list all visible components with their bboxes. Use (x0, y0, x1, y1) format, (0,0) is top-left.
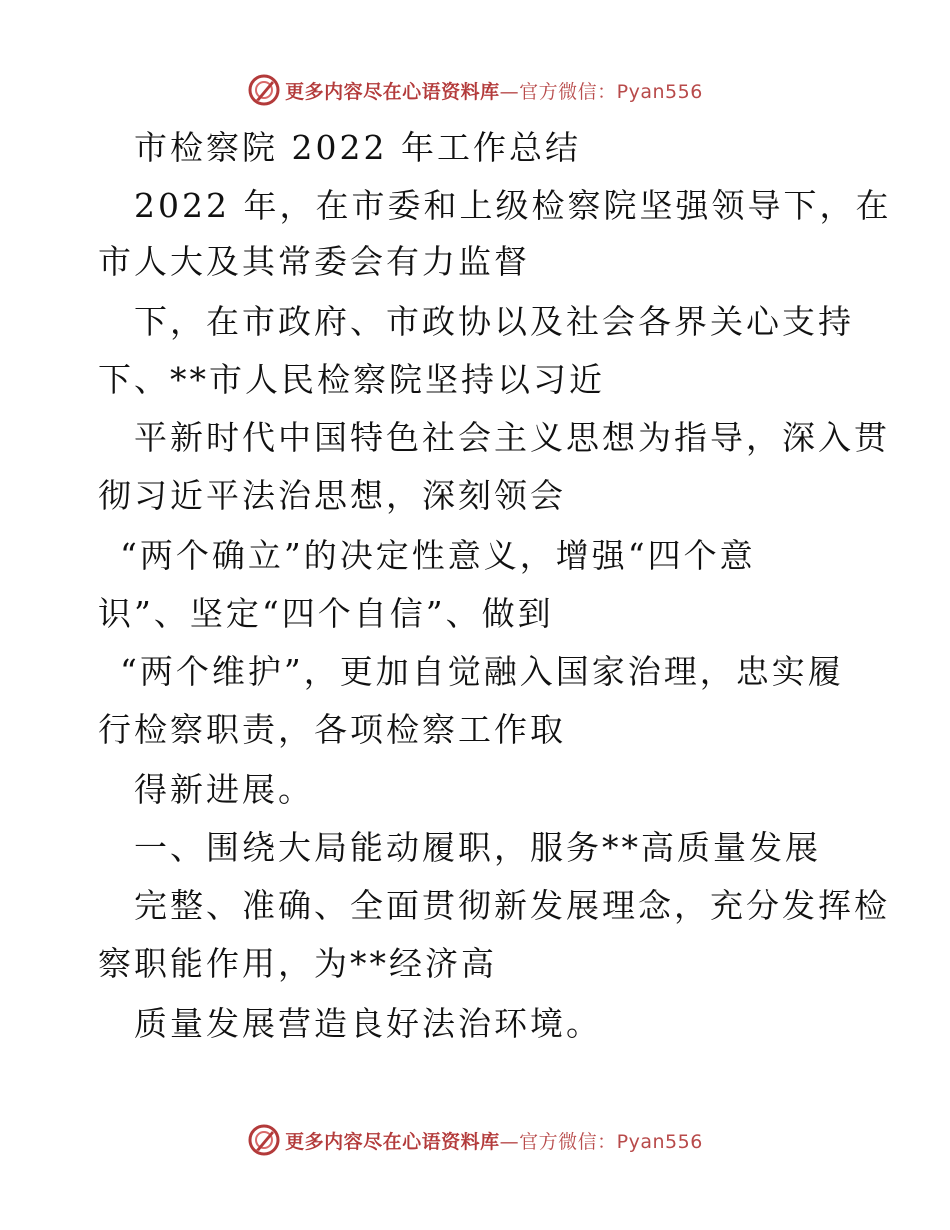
footer-suffix-text: 官方微信：Pyan556 (519, 1130, 703, 1153)
paragraph-line: “两个维护”，更加自觉融入国家治理，忠实履 (120, 652, 844, 691)
paragraph-line: 完整、准确、全面贯彻新发展理念，充分发挥检 (134, 886, 890, 925)
paragraph-line: 2022 年，在市委和上级检察院坚强领导下，在 (134, 186, 892, 225)
footer-brand-text: 更多内容尽在心语资料库 (285, 1130, 500, 1153)
header-banner (0, 70, 950, 110)
paragraph-line: 识”、坚定“四个自信”、做到 (98, 594, 554, 633)
paragraph-line: “两个确立”的决定性意义，增强“四个意 (120, 536, 756, 575)
paragraph-line: 察职能作用，为**经济高 (98, 944, 497, 983)
header-separator: — (499, 80, 520, 103)
paragraph-line: 彻习近平法治思想，深刻领会 (98, 476, 566, 515)
section-heading: 一、围绕大局能动履职，服务**高质量发展 (134, 828, 821, 867)
header-brand-text: 更多内容尽在心语资料库 (285, 80, 500, 103)
quill-logo-icon (247, 1123, 281, 1157)
paragraph-line: 质量发展营造良好法治环境。 (134, 1004, 602, 1043)
paragraph-line: 行检察职责，各项检察工作取 (98, 710, 566, 749)
paragraph-line: 市人大及其常委会有力监督 (98, 242, 530, 281)
paragraph-line: 得新进展。 (134, 770, 314, 809)
paragraph-line: 平新时代中国特色社会主义思想为指导，深入贯 (134, 418, 890, 457)
document-title: 市检察院 2022 年工作总结 (134, 128, 581, 167)
paragraph-line: 下、**市人民检察院坚持以习近 (98, 360, 605, 399)
footer-separator: — (499, 1130, 520, 1153)
paragraph-line: 下，在市政府、市政协以及社会各界关心支持 (134, 302, 854, 341)
quill-logo-icon (247, 73, 281, 107)
header-suffix-text: 官方微信：Pyan556 (519, 80, 703, 103)
footer-banner (0, 1120, 950, 1160)
